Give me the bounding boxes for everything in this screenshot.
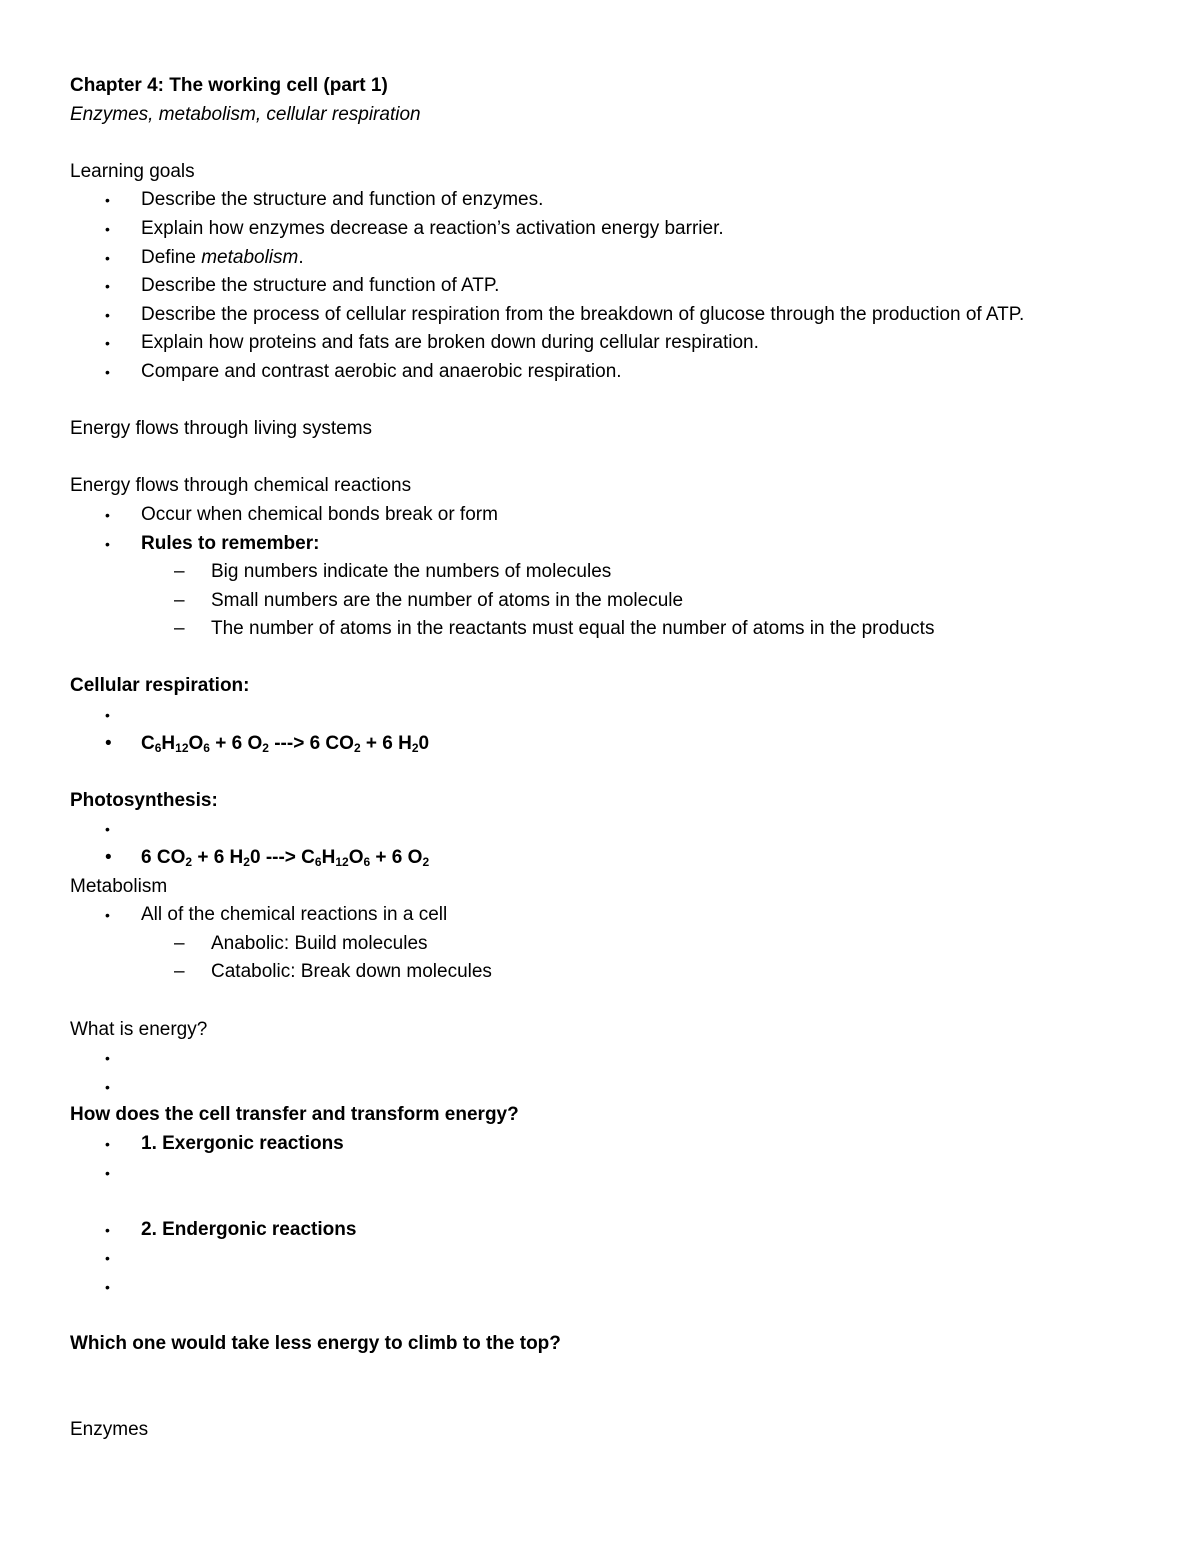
rule-item: – Big numbers indicate the numbers of molecules [70, 558, 1130, 587]
bullet-marker: • [105, 847, 112, 869]
bullet-marker: • [105, 278, 110, 295]
metabolism-heading: Metabolism [70, 875, 168, 897]
bullet-marker: • [105, 1250, 110, 1267]
bullet-marker: • [105, 363, 110, 380]
rule-item: – The number of atoms in the reactants must equal the number of atoms in the products [70, 615, 1130, 644]
energy-living-heading: Energy flows through living systems [70, 418, 373, 440]
empty-bullet [70, 1073, 1130, 1102]
empty-bullet [70, 815, 1130, 844]
bullet-marker: • [105, 1164, 110, 1181]
what-is-energy-heading: What is energy? [70, 1018, 208, 1040]
dash-marker: – [174, 932, 185, 954]
bullet-marker: • [105, 192, 110, 209]
metabolism-term: metabolism [201, 246, 299, 268]
dash-marker: – [174, 961, 185, 983]
metabolism-sub-item: – Anabolic: Build molecules [70, 930, 1130, 959]
rules-bullet: • Rules to remember: [70, 530, 1130, 559]
dash-marker: – [174, 561, 185, 583]
bullet-marker: • [105, 821, 110, 838]
learning-goal-item: • Explain how enzymes decrease a reaction’s activation energy barrier. [70, 215, 1130, 244]
dash-marker: – [174, 618, 185, 640]
bullet-marker: • [105, 1221, 110, 1238]
cellular-respiration-heading: Cellular respiration: [70, 675, 250, 697]
bullet-marker: • [105, 907, 110, 924]
transfer-heading: How does the cell transfer and transform energy? [70, 1104, 519, 1126]
bullet-marker: • [105, 1278, 110, 1295]
climb-question: Which one would take less energy to climb to the top? [70, 1333, 561, 1355]
endergonic-bullet: • 2. Endergonic reactions [70, 1216, 1130, 1245]
empty-bullet [70, 1244, 1130, 1273]
learning-goal-item: • Explain how proteins and fats are broken down during cellular respiration. [70, 329, 1130, 358]
bullet-marker: • [105, 335, 110, 352]
photosynthesis-heading: Photosynthesis: [70, 789, 218, 811]
bullet-marker: • [105, 1078, 110, 1095]
bullet-marker: • [105, 220, 110, 237]
empty-bullet [70, 701, 1130, 730]
learning-goal-item: • Describe the structure and function of enzymes. [70, 186, 1130, 215]
bullet-marker: • [105, 1050, 110, 1067]
learning-goal-item: • Compare and contrast aerobic and anaerobic respiration. [70, 358, 1130, 387]
respiration-equation: • $C_6H_{12}O_6 + 6$ $O_2$ ---> 6 $CO_2 + 6$ $H_20$ [70, 730, 1130, 759]
learning-goal-item: • Describe the process of cellular respiration from the breakdown of glucose through the production of ATP. [70, 301, 1130, 330]
learning-goal-item: • Define metabolism. [70, 244, 1130, 273]
bullet-marker: • [105, 535, 110, 552]
empty-bullet [70, 1273, 1130, 1302]
metabolism-sub-item: – Catabolic: Break down molecules [70, 958, 1130, 987]
reaction-bullet: • Occur when chemical bonds break or form [70, 501, 1130, 530]
bullet-marker: • [105, 732, 112, 754]
dash-marker: – [174, 589, 185, 611]
learning-goals-heading: Learning goals [70, 160, 195, 182]
exergonic-bullet: • 1. Exergonic reactions [70, 1130, 1130, 1159]
energy-reactions-heading: Energy flows through chemical reactions [70, 475, 412, 497]
enzymes-heading: Enzymes [70, 1418, 149, 1440]
bullet-marker: • [105, 506, 110, 523]
empty-bullet [70, 1044, 1130, 1073]
empty-bullet [70, 1159, 1130, 1188]
metabolism-bullet: • All of the chemical reactions in a cell [70, 901, 1130, 930]
bullet-marker: • [105, 707, 110, 724]
photosynthesis-equation: • 6 $CO_2 + 6$ $H_20$ ---> $C_6H_{12}O_6 + 6$ $O_2$ [70, 844, 1130, 873]
bullet-marker: • [105, 1135, 110, 1152]
rule-item: – Small numbers are the number of atoms in the molecule [70, 587, 1130, 616]
chapter-subtitle: Enzymes, metabolism, cellular respiration [70, 103, 421, 125]
bullet-marker: • [105, 306, 110, 323]
bullet-marker: • [105, 249, 110, 266]
chapter-title: Chapter 4: The working cell (part 1) [70, 75, 388, 96]
document-page [70, 72, 1130, 1445]
learning-goal-item: • Describe the structure and function of ATP. [70, 272, 1130, 301]
